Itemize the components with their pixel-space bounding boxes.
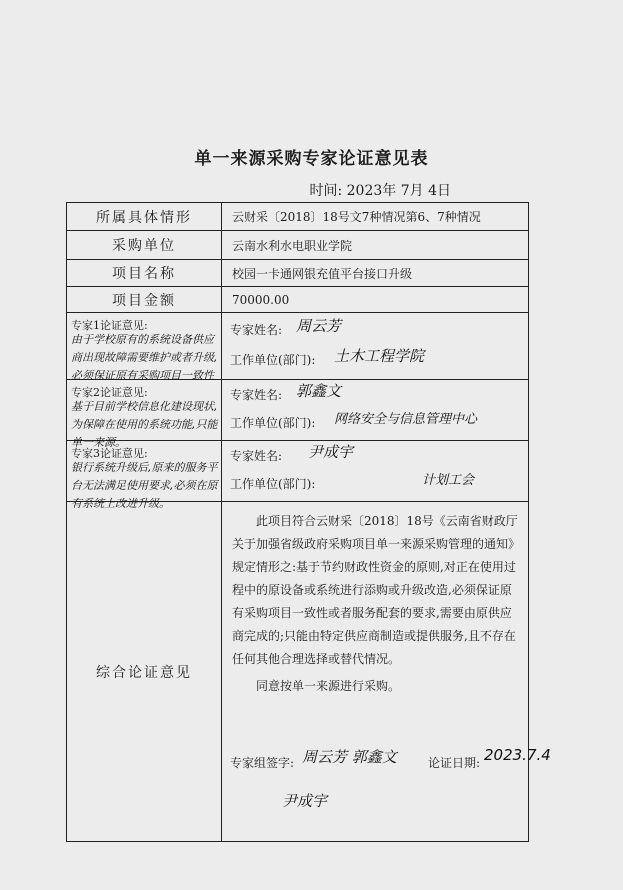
row-amount (67, 287, 529, 313)
expert-3-name-signature: 尹成宇 (308, 443, 354, 461)
argument-date-value: 2023.7.4 (484, 746, 551, 764)
row-expert-1 (67, 313, 529, 380)
amount-value: 70000.00 (222, 287, 529, 313)
expert-1-dept-label: 工作单位(部门): (230, 353, 316, 367)
project-label: 项目名称 (67, 260, 222, 287)
summary-paragraph-1: 此项目符合云财采〔2018〕18号《云南省财政厅关于加强省级政府采购项目单一来源采购管理的通知》规定情形之:基于节约财政性资金的原则,对正在使用过程中的原设备或系统进行添购或升级改造,必须保证原有采购项目一致性或者服务配套的要求,需要由原供应商完成的;只能由特定供应商制造或提供服务,且不存在任何其他合理选择或替代情况。 (232, 514, 521, 666)
expert-2-name-label: 专家姓名: (230, 388, 283, 402)
expert-2-dept-value: 网络安全与信息管理中心 (334, 412, 478, 427)
unit-label: 采购单位 (67, 231, 222, 260)
group-sign-label: 专家组签字: (230, 756, 295, 770)
expert-3-name-label: 专家姓名: (230, 449, 283, 463)
expert-2-opinion-label: 专家2论证意见: (71, 386, 148, 399)
document-date: 时间: 2023年 7月 4日 (309, 183, 451, 199)
row-expert-2 (67, 380, 529, 441)
row-expert-3 (67, 441, 529, 502)
row-project (67, 260, 529, 287)
situation-label: 所属具体情形 (67, 203, 222, 231)
expert-1-opinion-cell (67, 313, 222, 380)
amount-label: 项目金额 (67, 287, 222, 313)
unit-value: 云南水利水电职业学院 (222, 231, 529, 260)
expert-2-opinion-cell (67, 380, 222, 449)
expert-1-dept-value: 土木工程学院 (334, 347, 425, 365)
expert-1-name-signature: 周云芳 (296, 317, 342, 335)
project-value: 校园一卡通网银充值平台接口升级 (222, 260, 529, 287)
expert-1-opinion-text: 由于学校原有的系统设备供应商出现故障需要维护或者升级,必须保证原有采购项目一致性 (71, 333, 218, 382)
row-unit (67, 231, 529, 260)
group-signature: 周云芳 郭鑫文 (302, 748, 397, 766)
argument-date-label: 论证日期: (428, 756, 481, 770)
summary-text (232, 510, 520, 698)
expert-3-dept-value: 计划工会 (422, 473, 475, 488)
row-summary (67, 502, 529, 842)
expert-3-info-cell (222, 441, 529, 502)
expert-3-opinion-text: 银行系统升级后,原来的服务平台无法满足使用要求,必须在原有系统上改进升级。 (71, 461, 218, 510)
expert-2-name-signature: 郭鑫文 (296, 382, 342, 400)
expert-3-opinion-label: 专家3论证意见: (71, 447, 148, 460)
extra-signature: 尹成宇 (282, 792, 328, 810)
row-situation (67, 203, 529, 231)
summary-cell (222, 502, 551, 842)
situation-value: 云财采〔2018〕18号文7种情况第6、7种情况 (222, 203, 529, 231)
summary-paragraph-2: 同意按单一来源进行采购。 (256, 679, 401, 693)
expert-2-info-cell (222, 380, 529, 441)
expert-1-info-cell (222, 313, 529, 380)
expert-3-opinion-cell (67, 441, 222, 510)
expert-2-opinion-text: 基于目前学校信息化建设现状,为保障在使用的系统功能,只能单一来源。 (71, 400, 218, 449)
opinion-table (66, 202, 551, 842)
page-title: 单一来源采购专家论证意见表 (194, 149, 429, 169)
expert-1-opinion-label: 专家1论证意见: (71, 319, 148, 332)
expert-2-dept-label: 工作单位(部门): (230, 416, 316, 430)
summary-label: 综合论证意见 (67, 502, 222, 842)
expert-1-name-label: 专家姓名: (230, 323, 283, 337)
expert-3-dept-label: 工作单位(部门): (230, 477, 316, 491)
